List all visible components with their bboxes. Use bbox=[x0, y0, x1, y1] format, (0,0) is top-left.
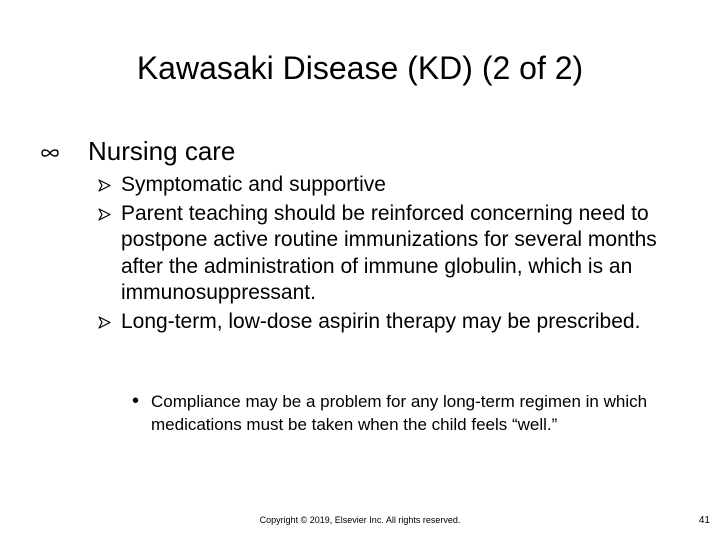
list-item bbox=[98, 172, 698, 199]
heading-bullet bbox=[40, 134, 700, 168]
bullet-list bbox=[98, 172, 698, 337]
heading-row bbox=[40, 134, 700, 168]
list-item-text: Symptomatic and supportive bbox=[121, 173, 386, 196]
list-item bbox=[98, 309, 698, 336]
infinity-bullet-icon bbox=[40, 143, 60, 163]
slide-title: Kawasaki Disease (KD) (2 of 2) bbox=[136, 50, 584, 86]
sub-bullet-text: Compliance may be a problem for any long-term regimen in which medications must be taken when the child feels “well.” bbox=[151, 392, 648, 434]
dot-bullet-icon: • bbox=[132, 390, 140, 412]
footer-copyright: Copyright © 2019, Elsevier Inc. All rights reserved. bbox=[259, 515, 461, 525]
sub-bullet-row bbox=[130, 390, 690, 436]
list-item-text: Parent teaching should be reinforced concerning need to postpone active routine immunizations for several months after the administration of immune globulin, which is an immunosuppressant. bbox=[121, 201, 657, 304]
list-item bbox=[98, 201, 698, 307]
page-number: 41 bbox=[698, 515, 710, 526]
arrowhead-bullet-icon bbox=[98, 316, 111, 329]
arrowhead-bullet-icon bbox=[98, 208, 111, 221]
sub-bullet bbox=[130, 390, 690, 436]
arrowhead-bullet-icon bbox=[98, 179, 111, 192]
heading-text: Nursing care bbox=[88, 136, 236, 166]
list-item-text: Long-term, low-dose aspirin therapy may be prescribed. bbox=[121, 309, 641, 333]
